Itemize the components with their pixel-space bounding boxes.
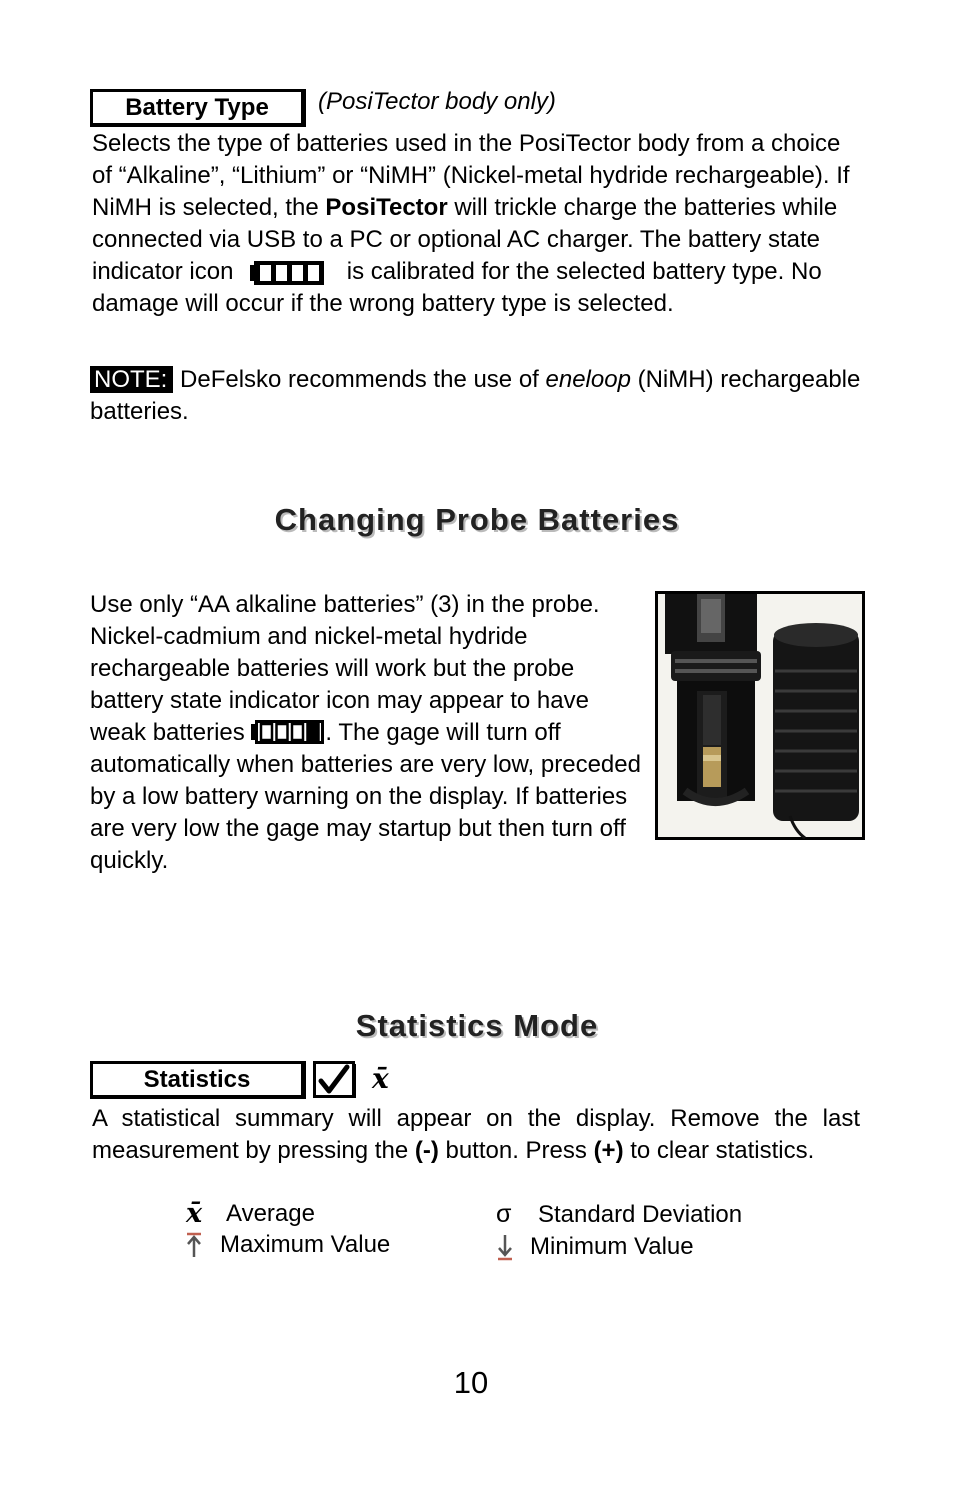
note-paragraph: [90, 364, 862, 428]
plus-button-ref: (+): [593, 1137, 624, 1164]
statistics-heading: Statistics Mode: [355, 1008, 599, 1043]
minus-button-ref: (-): [414, 1137, 439, 1164]
full-battery-icon: [250, 261, 326, 285]
statistics-description: [92, 1103, 860, 1167]
stddev-label: Standard Deviation: [538, 1200, 743, 1228]
statistics-text-c: to clear statistics.: [623, 1137, 815, 1164]
battery-segment: [292, 265, 303, 281]
minimum-label: Minimum Value: [530, 1233, 694, 1260]
legend-maximum: [184, 1231, 390, 1259]
page-number: 10: [453, 1365, 489, 1400]
average-icon: x̄: [186, 1198, 203, 1229]
xbar-icon: x̄: [372, 1062, 389, 1095]
battery-type-text-a: Selects the type of batteries used in the PosiTector body from a choice of “Alkaline”, “Lithium” or “NiMH” (Nickel-metal hydride rechargeable). If NiMH is selected, the: [92, 130, 850, 221]
battery-type-qualifier: (PosiTector body only): [318, 88, 556, 115]
battery-segment: [292, 724, 303, 740]
note-text-a: DeFelsko recommends the use of: [173, 366, 546, 393]
average-label: Average: [226, 1199, 315, 1227]
note-badge: NOTE:: [90, 366, 173, 393]
battery-segment: [277, 724, 288, 740]
eneloop-italic: eneloop: [545, 366, 631, 393]
maximum-label: Maximum Value: [220, 1231, 391, 1258]
weak-battery-icon: [251, 720, 325, 744]
statistics-label: Statistics: [90, 1061, 306, 1099]
battery-type-text-c: is calibrated for the selected battery type. No damage will occur if the wrong battery type is selected.: [92, 258, 822, 317]
battery-type-description: [92, 128, 864, 320]
probe-text-a: Use only “AA alkaline batteries” (3) in the probe. Nickel-cadmium and nickel-metal hydride rechargeable batteries will work but the probe battery state indicator icon may appear to have weak batteries: [90, 591, 600, 746]
battery-segment: [276, 265, 287, 281]
statistics-text-b: button. Press: [438, 1137, 594, 1164]
probe-batteries-heading: Changing Probe Batteries: [274, 502, 680, 537]
sigma-icon: σ: [496, 1200, 512, 1228]
battery-segment: [308, 265, 319, 281]
probe-text-b: . The gage will turn off automatically when batteries are very low, preceded by a low battery warning on the display. If batteries are very low the gage may startup but then turn off quickly.: [90, 719, 641, 874]
statistics-text-a: A statistical summary will appear on the display. Remove the last measurement by pressing the: [92, 1105, 860, 1164]
legend-average: [186, 1198, 315, 1229]
positector-bold: PosiTector: [325, 194, 448, 221]
min-arrow-icon: [495, 1233, 515, 1261]
battery-segment: [260, 265, 271, 281]
battery-segment: [308, 724, 319, 740]
battery-type-label: Battery Type: [90, 89, 306, 127]
probe-battery-photo: [655, 591, 865, 840]
max-arrow-icon: [184, 1231, 204, 1259]
battery-segment: [261, 724, 272, 740]
checkmark-icon: [313, 1061, 357, 1099]
battery-type-text-b: will trickle charge the batteries while connected via USB to a PC or optional AC charger. The battery state indicator icon: [92, 194, 838, 285]
probe-batteries-description: [90, 589, 646, 877]
legend-stddev: [496, 1200, 742, 1229]
legend-minimum: [495, 1233, 694, 1261]
note-text-b: (NiMH) rechargeable batteries.: [90, 366, 861, 425]
